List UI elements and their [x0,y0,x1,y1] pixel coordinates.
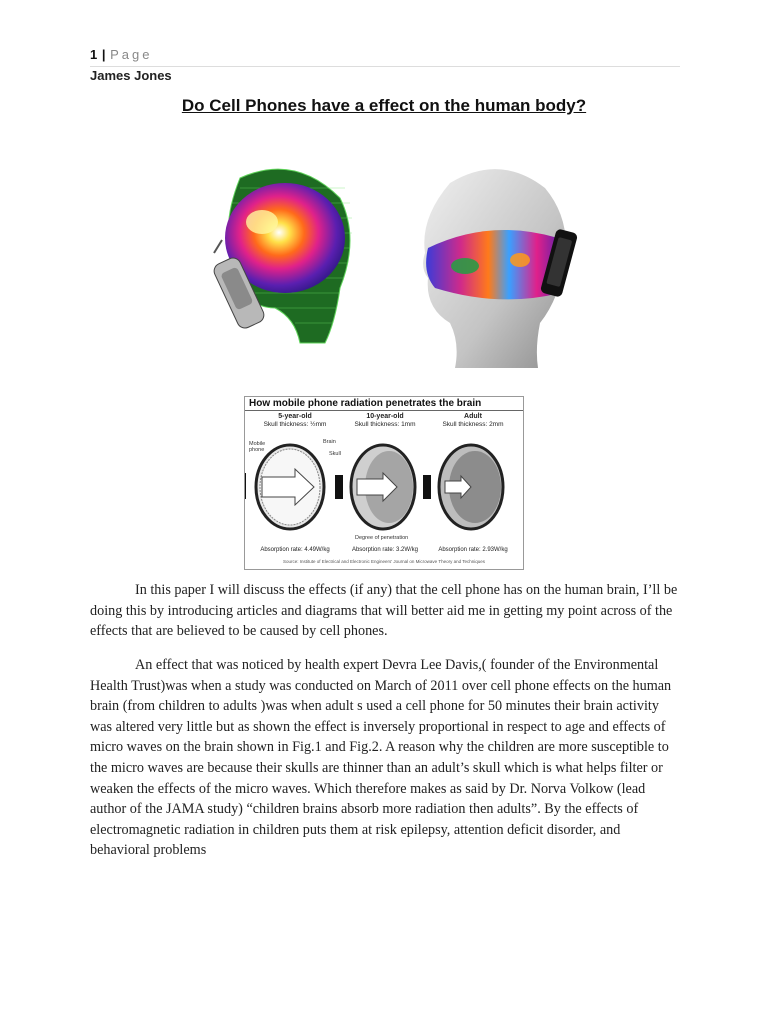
column-age: Adult [464,413,482,420]
paragraph-text: An effect that was noticed by health expert Devra Lee Davis,( founder of the Environmental Health Trust)was when a study was conducted on March of 2011 over cell phone effects on the human brain (from children to adults )was when adult s used a cell phone for 50 minutes their brain activity was altered very little but as shown the effect is inversely proportional in respect to age and effects of micro waves on the brain shown in Fig.1 and Fig.2. A reason why the children are more susceptible to the micro waves are because their skulls are thinner than an adult’s skull which is what helps filter or weaken the effects of the micro waves. Which therefore makes as said by Dr. Norva Volkow (lead author of the JAMA study) “children brains absorb more radiation then adults”. By the effects of electromagnetic radiation in children puts them at risk epilepsy, attention deficit disorder, and behavioral problems [90,657,672,859]
column-age: 5-year-old [278,413,312,420]
brain-scans-graphic [245,431,523,543]
paragraph-intro [90,580,680,642]
column-5-year-old [255,413,335,429]
phone-label: Mobile phone [249,441,266,453]
grey-head-icon [423,169,578,368]
author-name: James Jones [90,68,172,83]
brain-label: Brain [323,439,336,445]
brain-scan-adult [423,445,503,529]
page-header [90,46,680,64]
header-rule [90,66,680,67]
brain-penetration-figure [244,396,524,570]
rate-adult: Absorption rate: 2.93W/kg [438,547,508,553]
wireframe-head-icon [212,169,352,343]
column-10-year-old [345,413,425,429]
brain-scan-child [245,445,324,529]
column-skull: Skull thickness: ½mm [263,421,327,428]
page-word: Page [110,47,153,62]
rate-10-year: Absorption rate: 3.2W/kg [351,547,419,553]
rate-5-year: Absorption rate: 4.49W/kg [260,547,330,553]
column-adult [433,413,513,429]
head-radiation-figure [200,158,585,376]
document-title: Do Cell Phones have a effect on the human body? [181,96,587,115]
page-number-value: 1 [90,47,98,62]
skull-label: Skull [329,451,341,457]
column-skull: Skull thickness: 1mm [354,421,416,428]
degree-label: Degree of penetration [355,535,409,541]
column-skull: Skull thickness: 2mm [442,421,504,428]
page-separator: | [101,47,106,62]
page-number [90,47,153,62]
brain-scan-10-year [335,445,415,529]
column-age: 10-year-old [366,413,404,420]
figure-heading: How mobile phone radiation penetrates the brain [245,397,523,411]
figure-source: Source: Institute of Electrical and Electronic Engineers' Journal on Microwave Theory and Techniques [282,559,486,564]
paragraph-text: In this paper I will discuss the effects (if any) that the cell phone has on the human brain, I’ll be doing this by introducing articles and diagrams that will better aid me in getting my point across of the effects that are believed to be caused by cell phones. [90,582,678,640]
paragraph-study [90,655,680,861]
